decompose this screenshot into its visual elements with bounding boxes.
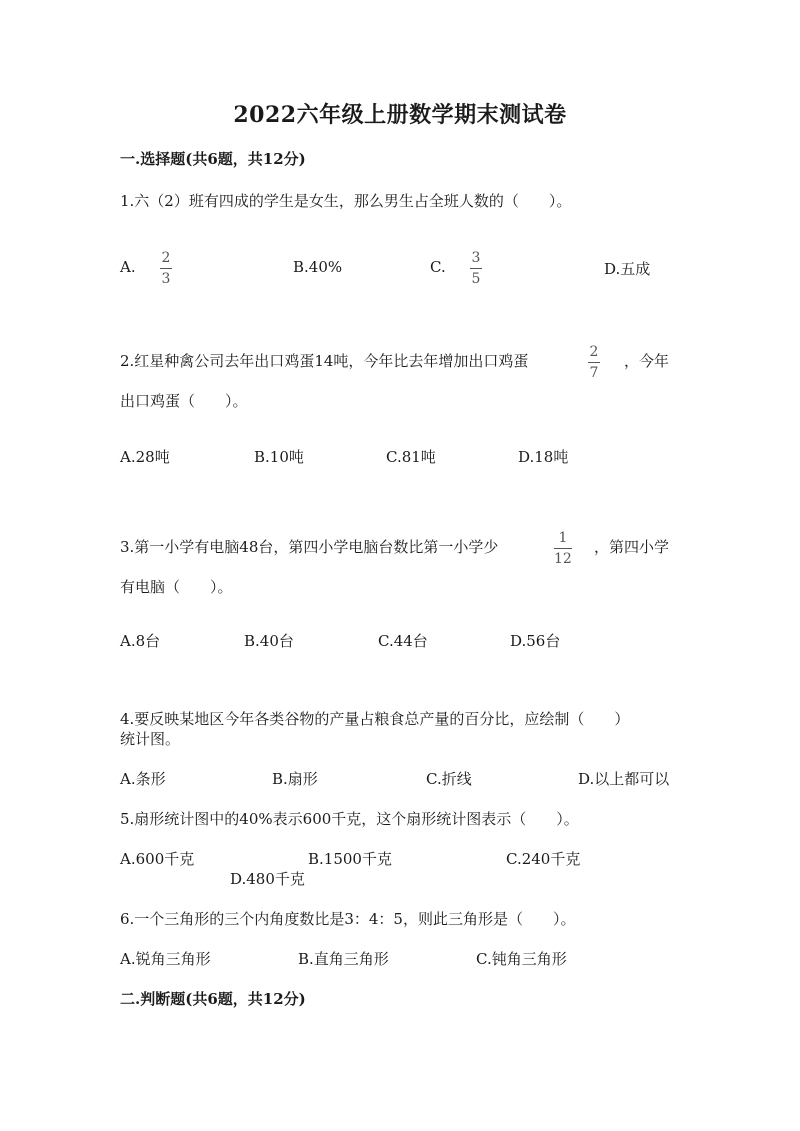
q3-option-d: D.56台 <box>510 632 561 650</box>
question-2-text-line1: 2.红星种禽公司去年出口鸡蛋14吨，今年比去年增加出口鸡蛋 <box>120 352 529 370</box>
fraction-bar <box>470 268 482 269</box>
q2-fraction <box>588 344 600 381</box>
fraction-bar <box>588 362 600 363</box>
q1-option-b: B.40% <box>293 258 343 276</box>
q2-option-c: C.81吨 <box>386 448 436 466</box>
q3-option-a: A.8台 <box>120 632 161 650</box>
q4-option-b: B.扇形 <box>272 770 318 788</box>
q1-option-d: D.五成 <box>604 260 651 278</box>
q6-option-b: B.直角三角形 <box>298 950 389 968</box>
question-3-text-line2: 有电脑（ ）。 <box>120 578 233 596</box>
fraction-denominator: 7 <box>589 365 599 381</box>
q1-option-a-label: A. <box>120 258 136 276</box>
q5-option-d: D.480千克 <box>230 870 305 888</box>
question-1-text: 1.六（2）班有四成的学生是女生，那么男生占全班人数的（ ）。 <box>120 192 572 210</box>
question-4-text-line2: 统计图。 <box>120 730 181 748</box>
q3-fraction <box>554 530 572 567</box>
q3-option-c: C.44台 <box>378 632 428 650</box>
fraction-numerator: 1 <box>558 530 568 546</box>
fraction-denominator: 3 <box>161 271 171 287</box>
question-6-text: 6.一个三角形的三个内角度数比是3：4：5，则此三角形是（ ）。 <box>120 910 576 928</box>
q2-option-a: A.28吨 <box>120 448 170 466</box>
q1-option-c-label: C. <box>430 258 446 276</box>
question-2-text-line1-end: ，今年 <box>624 352 670 370</box>
section-heading-judgment: 二.判断题(共6题，共12分) <box>120 990 306 1008</box>
q4-option-a: A.条形 <box>120 770 166 788</box>
question-2-text-line2: 出口鸡蛋（ ）。 <box>120 392 248 410</box>
q5-option-c: C.240千克 <box>506 850 581 868</box>
q5-option-a: A.600千克 <box>120 850 195 868</box>
q1-option-c-fraction <box>470 250 482 287</box>
fraction-numerator: 2 <box>589 344 599 360</box>
question-4-text-line1: 4.要反映某地区今年各类谷物的产量占粮食总产量的百分比，应绘制（ ） <box>120 710 630 728</box>
fraction-numerator: 3 <box>471 250 481 266</box>
page-title: 2022六年级上册数学期末测试卷 <box>233 102 567 128</box>
q6-option-a: A.锐角三角形 <box>120 950 211 968</box>
q4-option-d: D.以上都可以 <box>578 770 670 788</box>
q4-option-c: C.折线 <box>426 770 472 788</box>
question-3-text-line1-end: ，第四小学 <box>594 538 670 556</box>
q2-option-d: D.18吨 <box>518 448 569 466</box>
fraction-numerator: 2 <box>161 250 171 266</box>
q1-option-a-fraction <box>160 250 172 287</box>
fraction-bar <box>160 268 172 269</box>
question-5-text: 5.扇形统计图中的40%表示600千克，这个扇形统计图表示（ ）。 <box>120 810 579 828</box>
q6-option-c: C.钝角三角形 <box>476 950 567 968</box>
fraction-denominator: 5 <box>471 271 481 287</box>
fraction-bar <box>554 548 572 549</box>
question-3-text-line1: 3.第一小学有电脑48台，第四小学电脑台数比第一小学少 <box>120 538 499 556</box>
q5-option-b: B.1500千克 <box>308 850 392 868</box>
q2-option-b: B.10吨 <box>254 448 304 466</box>
q3-option-b: B.40台 <box>244 632 294 650</box>
section-heading-choice: 一.选择题(共6题，共12分) <box>120 150 306 168</box>
fraction-denominator: 12 <box>554 551 572 567</box>
